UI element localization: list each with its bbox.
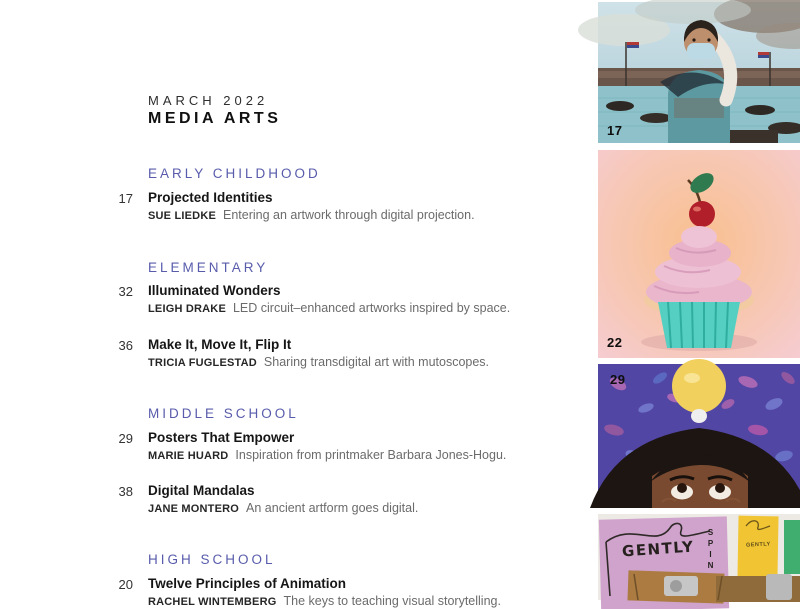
- lightbulb-base: [691, 409, 707, 423]
- toc-entry: [148, 576, 618, 609]
- boat: [640, 113, 672, 123]
- thumbnail-rail: [598, 0, 800, 600]
- harbor-photo-illustration: [598, 2, 800, 143]
- flag: [627, 42, 639, 45]
- article-byline: [148, 208, 618, 223]
- gently-sign-text-small: GENTLY: [745, 541, 771, 549]
- article-description: LED circuit–enhanced artworks inspired by space.: [232, 301, 511, 315]
- lightbulb: [672, 359, 726, 413]
- toc-entry: [148, 190, 618, 223]
- flag: [627, 45, 639, 48]
- flag: [758, 52, 769, 55]
- projected-texture: [674, 98, 724, 118]
- cherry: [689, 201, 715, 227]
- section-header-middle-school: MIDDLE SCHOOL: [148, 406, 299, 421]
- article-byline: [148, 501, 618, 516]
- magazine-title: MEDIA ARTS: [148, 110, 282, 127]
- page-number: 20: [118, 577, 133, 592]
- thumbnail-lightbulb-portrait: [598, 364, 800, 508]
- spin-sign-text: SPIN: [706, 528, 715, 572]
- gently-sign-text: GENTLY: [621, 537, 695, 561]
- article-title: Twelve Principles of Animation: [148, 576, 347, 591]
- article-byline: [148, 355, 618, 370]
- article-title: Digital Mandalas: [148, 483, 255, 498]
- toc-entry: [148, 430, 618, 463]
- article-description: Sharing transdigital art with mutoscopes.: [263, 355, 490, 369]
- article-author: MARIE HUARD: [148, 450, 229, 462]
- iris-right: [715, 483, 725, 493]
- page-number: 17: [118, 191, 133, 206]
- article-title: Posters That Empower: [148, 430, 295, 445]
- page-number: 32: [118, 284, 133, 299]
- section-header-elementary: ELEMENTARY: [148, 260, 269, 275]
- thumbnail-page-label: 22: [607, 335, 623, 350]
- page-number: 36: [118, 338, 133, 353]
- article-author: TRICIA FUGLESTAD: [148, 357, 257, 369]
- article-author: SUE LIEDKE: [148, 210, 217, 222]
- thumbnail-cupcake-illustration: [598, 150, 800, 358]
- article-description: The keys to teaching visual storytelling.: [283, 594, 501, 608]
- section-header-high-school: HIGH SCHOOL: [148, 552, 276, 567]
- boat: [606, 101, 634, 111]
- toc-entry: [148, 337, 618, 370]
- eye: [707, 38, 710, 41]
- thumbnail-page-label: 17: [607, 123, 623, 138]
- frosting-peak: [681, 226, 717, 248]
- thumbnail-mutoscope-boxes: [598, 514, 800, 600]
- eye: [692, 38, 695, 41]
- issue-date: MARCH 2022: [148, 93, 269, 108]
- article-title: Illuminated Wonders: [148, 283, 281, 298]
- article-description: Entering an artwork through digital projection.: [223, 208, 475, 222]
- cherry-highlight: [693, 207, 701, 212]
- article-description: Inspiration from printmaker Barbara Jones-Hogu.: [235, 448, 507, 462]
- viewer-lens: [670, 580, 682, 592]
- article-title: Make It, Move It, Flip It: [148, 337, 292, 352]
- thumbnail-page-label: 29: [610, 372, 626, 387]
- metal-crank: [766, 574, 792, 600]
- section-header-early-childhood: EARLY CHILDHOOD: [148, 166, 321, 181]
- article-byline: [148, 301, 618, 316]
- page-number: 38: [118, 484, 133, 499]
- flag: [758, 55, 769, 58]
- article-title: Projected Identities: [148, 190, 273, 205]
- article-byline: [148, 594, 618, 609]
- cupcake-illustration: [598, 150, 800, 358]
- face-mask: [687, 43, 715, 59]
- green-paper: [784, 520, 800, 574]
- article-description: An ancient artform goes digital.: [246, 501, 419, 515]
- lightbulb-highlight: [684, 373, 700, 383]
- boat: [745, 105, 775, 115]
- lightbulb-collage: [598, 364, 800, 508]
- article-author: RACHEL WINTEMBERG: [148, 596, 277, 608]
- toc-entry: [148, 483, 618, 516]
- article-author: JANE MONTERO: [148, 503, 240, 515]
- iris-left: [677, 483, 687, 493]
- article-byline: [148, 448, 618, 463]
- article-author: LEIGH DRAKE: [148, 303, 226, 315]
- thumbnail-masked-child-harbor: [598, 2, 800, 143]
- page-number: 29: [118, 431, 133, 446]
- toc-entry: [148, 283, 618, 316]
